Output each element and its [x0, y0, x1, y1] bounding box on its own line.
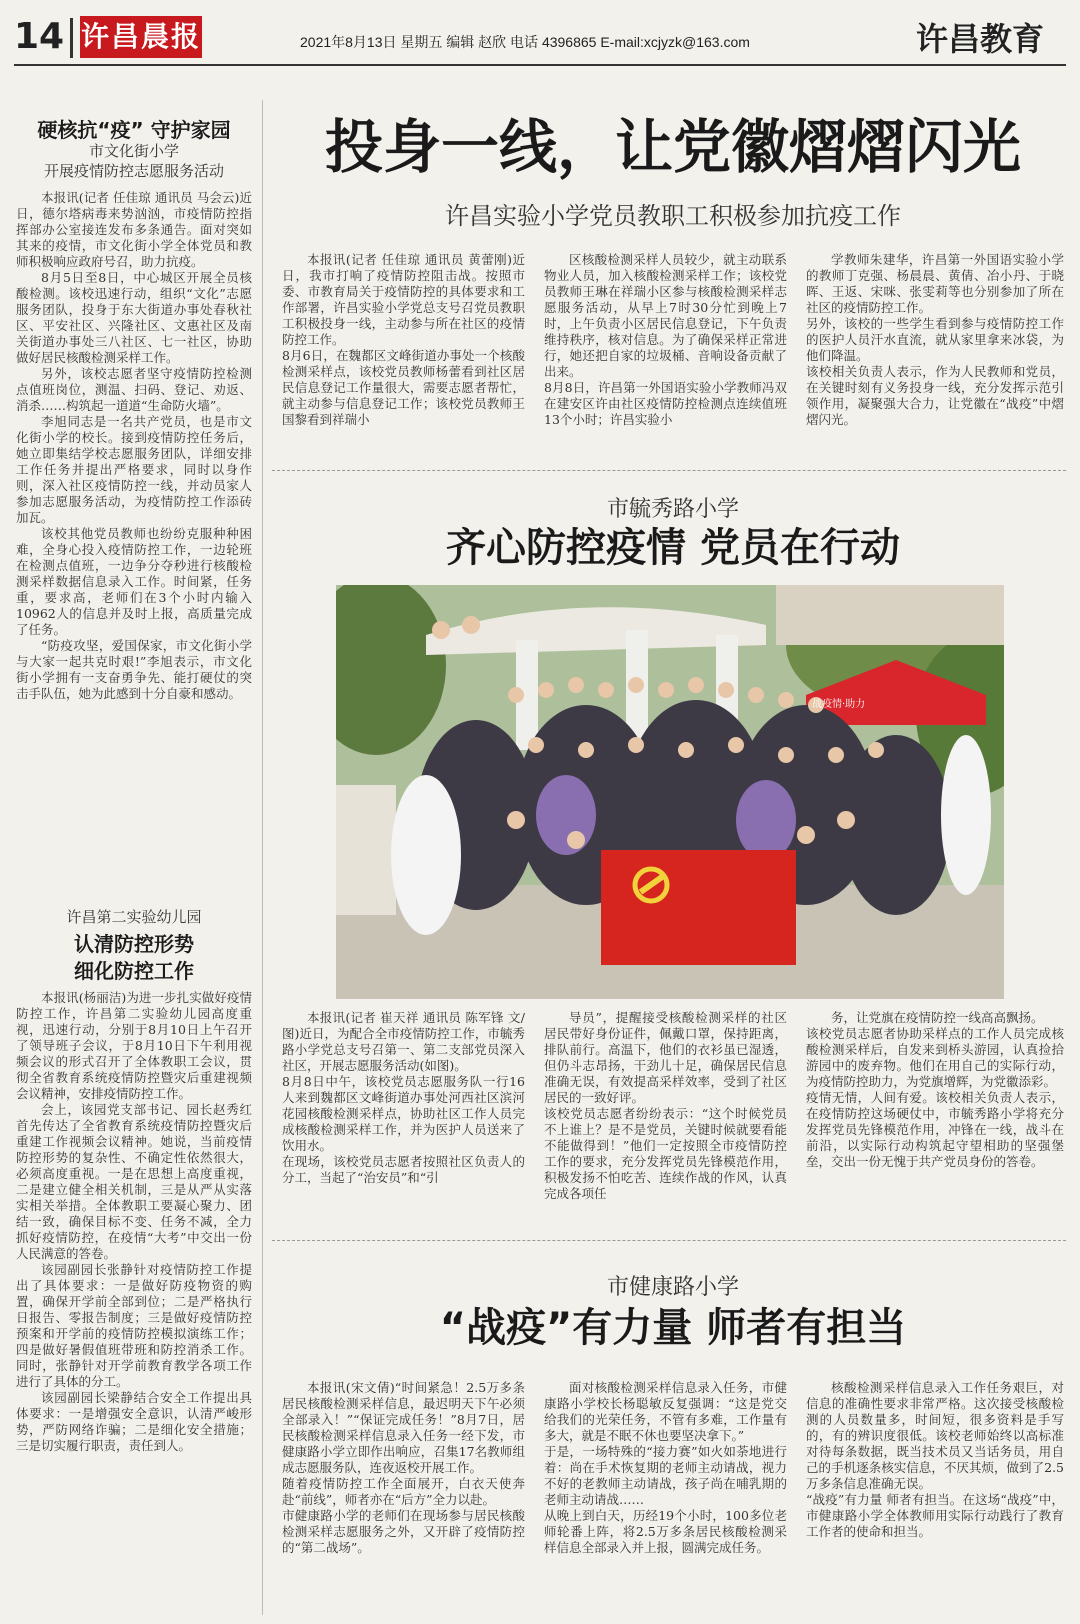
main-headline: 投身一线，让党徽熠熠闪光: [324, 113, 1021, 181]
article-headline: “战疫”有力量 师者有担当: [439, 1305, 907, 1351]
group-photo: [336, 585, 1004, 999]
article-column: [282, 252, 525, 444]
article-column: [544, 252, 787, 444]
paragraph: 8月5日至8日，中心城区开展全员核酸检测。该校迅速行动，组织“文化”志愿服务团队，投身于东大街道办事处春秋社区、平安社区、兴隆社区、文惠社区及南关街道办事处三八社区、七一社区，协助做好居民核酸检测采样工作。: [16, 270, 252, 365]
column-text: 本报讯(记者 任佳琼 通讯员 黄蕾刚)近日，我市打响了疫情防控阻击战。按照市委、市教育局关于疫情防控的具体要求和工作部署，许昌实验小学党总支号召党员教职工积极投身一线，主动参与所在社区的疫情防控工作。 8月6日，在魏都区文峰街道办事处一个核酸检测采样点，该校党员教师杨蕾看到社区居民信息登记工作量很大，需要志愿者帮忙，就主动参与信息登记工作；该校党员教师王国黎看到祥瑞小: [282, 252, 525, 427]
article-column: [806, 1380, 1064, 1616]
column-text: 面对核酸检测采样信息录入任务，市健康路小学校长杨聪敏反复强调：“这是党交给我们的光荣任务，不管有多难，工作量有多大，就是不眠不休也要坚决拿下。” 于是，一场特殊的“接力赛”如火如荼地进行着：尚在手术恢复期的老师主动请战，视力不好的老教师主动请战，孩子尚在哺乳期的老师主动请战…… 从晚上到白天，历经19个小时，100多位老师轮番上阵，将2.5万多条居民核酸检测采样信息全部录入并上报，圆满完成任务。: [544, 1380, 787, 1555]
column-text: 本报讯(宋文倩)“时间紧急！2.5万多条居民核酸检测采样信息，最迟明天下午必须全部录入！”“保证完成任务！”8月7日，居民核酸检测采样信息录入任务一经下发，市健康路小学立即作出响应，召集17名教师组成志愿服务队，连夜返校开展工作。 随着疫情防控工作全面展开，白衣天使奔赴“前线”，师者亦在“后方”全力以赴。 市健康路小学的老师们在现场参与居民核酸检测采样志愿服务之外，又开辟了疫情防控的“第二战场”。: [282, 1380, 525, 1555]
article-kicker: 许昌第二实验幼儿园: [66, 908, 202, 926]
paragraph: 该园副园长张静针对疫情防控工作提出了具体要求：一是做好防疫物资的购置，确保开学前全部到位；二是严格执行日报告、零报告制度；三是做好疫情防控预案和开学前的疫情防控模拟演练工作；四是做好暑假值班带班和防控消杀工作。同时，张静针对开学前教育教学各项工作进行了具体的分工。: [16, 1262, 252, 1389]
paragraph: 会上，该园党支部书记、园长赵秀红首先传达了全省教育系统疫情防控暨灾后重建工作视频会议精神。她说，当前疫情防控形势的复杂性、不确定性依然很大，必须高度重视。一是在思想上高度重视，二是建立健全相关机制，三是从严从实落实相关举措。全体教职工要凝心聚力、团结一致，确保目标不变、任务不减，全力抓好疫情防控，在疫情“大考”中交出一份人民满意的答卷。: [16, 1102, 252, 1261]
tent-banner-text: 战疫情·助力: [812, 699, 866, 710]
issue-info: 2021年8月13日 星期五 编辑 赵欣 电话 4396865 E-mail:xcjyzk@163.com: [300, 34, 750, 50]
paragraph: 该园副园长梁静结合安全工作提出具体要求：一是增强安全意识，认清严峻形势，严防网络诈骗；二是细化安全措施；三是切实履行职责，责任到人。: [16, 1390, 252, 1453]
section-title: 许昌教育: [916, 20, 1045, 58]
article-column: [806, 1010, 1064, 1210]
paragraph: “防疫攻坚，爱国保家，市文化街小学与大家一起共克时艰!”李旭表示，市文化街小学拥有一支奋勇争先、能打硬仗的突击手队伍，她为此感到十分自豪和感动。: [16, 638, 252, 701]
article-title: 硬核抗“疫” 守护家园: [37, 118, 231, 142]
column-text: 本报讯(记者 崔天祥 通讯员 陈军锋 文/图)近日，为配合全市疫情防控工作，市毓秀路小学党总支号召第一、第二支部党员深入社区，开展志愿服务活动(如图)。 8月8日中午，该校党员志愿服务队一行16人来到魏都区文峰街道办事处河西社区滨河花园核酸检测采样点，协助社区工作人员完成核酸检测采样工作，并为医护人员送来了饮用水。 在现场，该校党员志愿者按照社区负责人的分工，当起了“治安员”和“引: [282, 1010, 525, 1185]
article-kicker: 市毓秀路小学: [606, 497, 739, 522]
article-column: [282, 1380, 525, 1616]
masthead-logo: 许昌晨报: [80, 16, 202, 58]
header-rule: [14, 64, 1066, 66]
column-text: 核酸检测采样信息录入工作任务艰巨，对信息的准确性要求非常严格。这次接受核酸检测的人员数量多，时间短，很多资料是手写的，有的辨识度很低。该校老师始终以高标准对待每条数据，既当技术员又当话务员，用自己的手机逐条核实信息，不厌其烦，做到了2.5万多条信息准确无误。 “战疫”有力量 师者有担当。在这场“战疫”中，市健康路小学全体教师用实际行动践行了教育工作者的使命和担当。: [806, 1380, 1064, 1539]
article-subtitle: 开展疫情防控志愿服务活动: [43, 162, 224, 180]
article-column: [282, 1010, 525, 1210]
article-column: [806, 252, 1064, 444]
page-number: 14: [14, 16, 65, 57]
paragraph: 该校其他党员教师也纷纷克服种种困难，全身心投入疫情防控工作，一边轮班在检测点值班，一边争分夺秒进行核酸检测采样数据信息录入工作。时间紧，任务重，要求高，老师们在3个小时内输入10962人的信息并及时上报，高质量完成了任务。: [16, 526, 252, 637]
column-divider: [262, 100, 263, 1615]
column-text: 区核酸检测采样人员较少，就主动联系物业人员，加入核酸检测采样工作；该校党员教师王琳在祥瑞小区参与核酸检测采样志愿服务活动，从早上7时30分忙到晚上7时，上午负责小区居民信息登记，下午负责维持秩序，核对信息。为了确保采样正常进行，她还把自家的垃圾桶、音响设备贡献了出来。 8月8日，许昌第一外国语实验小学教师冯双在建安区许由社区疫情防控检测点连续值班13个小时；许昌实验小: [544, 252, 787, 427]
section-divider: [272, 470, 1066, 471]
main-subheadline: 许昌实验小学党员教职工积极参加抗疫工作: [445, 202, 901, 230]
paragraph: 本报讯(杨丽洁)为进一步扎实做好疫情防控工作，许昌第二实验幼儿园高度重视，迅速行动，分别于8月10日上午召开了领导班子会议，于8月10日下午利用视频会议的形式召开了全体教职工会议，贯彻全省教育系统疫情防控暨灾后重建视频会议精神，安排疫情防控工作。: [16, 990, 252, 1101]
photo-illustration: [336, 585, 1004, 999]
header-divider: [70, 18, 73, 58]
paragraph: 李旭同志是一名共产党员，也是市文化街小学的校长。接到疫情防控任务后，她立即集结学校志愿服务团队，详细安排工作任务并提出严格要求，同时以身作则，深入社区疫情防控一线，并动员家人参加志愿服务活动，为疫情防控工作添砖加瓦。: [16, 414, 252, 525]
paragraph: 本报讯(记者 任佳琼 通讯员 马会云)近日，德尔塔病毒来势汹汹，市疫情防控指挥部办公室接连发布多条通告。面对突如其来的疫情，市文化街小学全体党员和教师积极响应政府号召，助力抗疫。: [16, 190, 252, 269]
article-body: [16, 990, 252, 1616]
section-divider: [272, 1240, 1066, 1241]
article-title: 细化防控工作: [74, 959, 194, 983]
column-text: 学教师朱建华，许昌第一外国语实验小学的教师丁克强、杨晨晨、黄倩、冶小丹、于晓晖、王返、宋咪、张雯莉等也分别参加了所在社区的疫情防控工作。 另外，该校的一些学生看到参与疫情防控工作的医护人员汗水直流，就从家里拿来冰袋，为他们降温。 该校相关负责人表示，作为人民教师和党员，在关键时刻有义务投身一线，充分发挥示范引领作用，凝聚强大合力，让党徽在“战疫”中熠熠闪光。: [806, 252, 1064, 427]
article-body: [16, 190, 252, 850]
article-subtitle: 市文化街小学: [88, 142, 179, 160]
column-text: 导员”，提醒接受核酸检测采样的社区居民带好身份证件，佩戴口罩，保持距离，排队前行。高温下，他们的衣衫虽已湿透，但仍斗志昂扬，干劲儿十足，确保居民信息准确无误，有效提高采样效率，受到了社区居民的一致好评。 该校党员志愿者纷纷表示：“这个时候党员不上谁上？是不是党员，关键时候就要看能不能做得到！”他们一定按照全市疫情防控工作的要求，充分发挥党员先锋模范作用，积极发扬不怕吃苦、连续作战的作风，认真完成各项任: [544, 1010, 787, 1201]
column-text: 务，让党旗在疫情防控一线高高飘扬。 该校党员志愿者协助采样点的工作人员完成核酸检测采样后，自发来到桥头游园，认真捡拾游园中的废弃物。他们在用自己的实际行动，为疫情防控助力，为党旗增辉，为党徽添彩。 疫情无情，人间有爱。该校相关负责人表示，在疫情防控这场硬仗中，市毓秀路小学将充分发挥党员先锋模范作用，冲锋在一线，战斗在前沿，以实际行动构筑起守望相助的坚强堡垒，交出一份无愧于共产党员身份的答卷。: [806, 1010, 1064, 1169]
article-column: [544, 1010, 787, 1210]
article-column: [544, 1380, 787, 1616]
paragraph: 另外，该校志愿者坚守疫情防控检测点值班岗位，测温、扫码、登记、劝返、消杀……构筑起一道道“生命防火墙”。: [16, 366, 252, 413]
article-kicker: 市健康路小学: [606, 1275, 739, 1300]
article-title: 认清防控形势: [74, 932, 194, 956]
article-headline: 齐心防控疫情 党员在行动: [446, 525, 900, 571]
